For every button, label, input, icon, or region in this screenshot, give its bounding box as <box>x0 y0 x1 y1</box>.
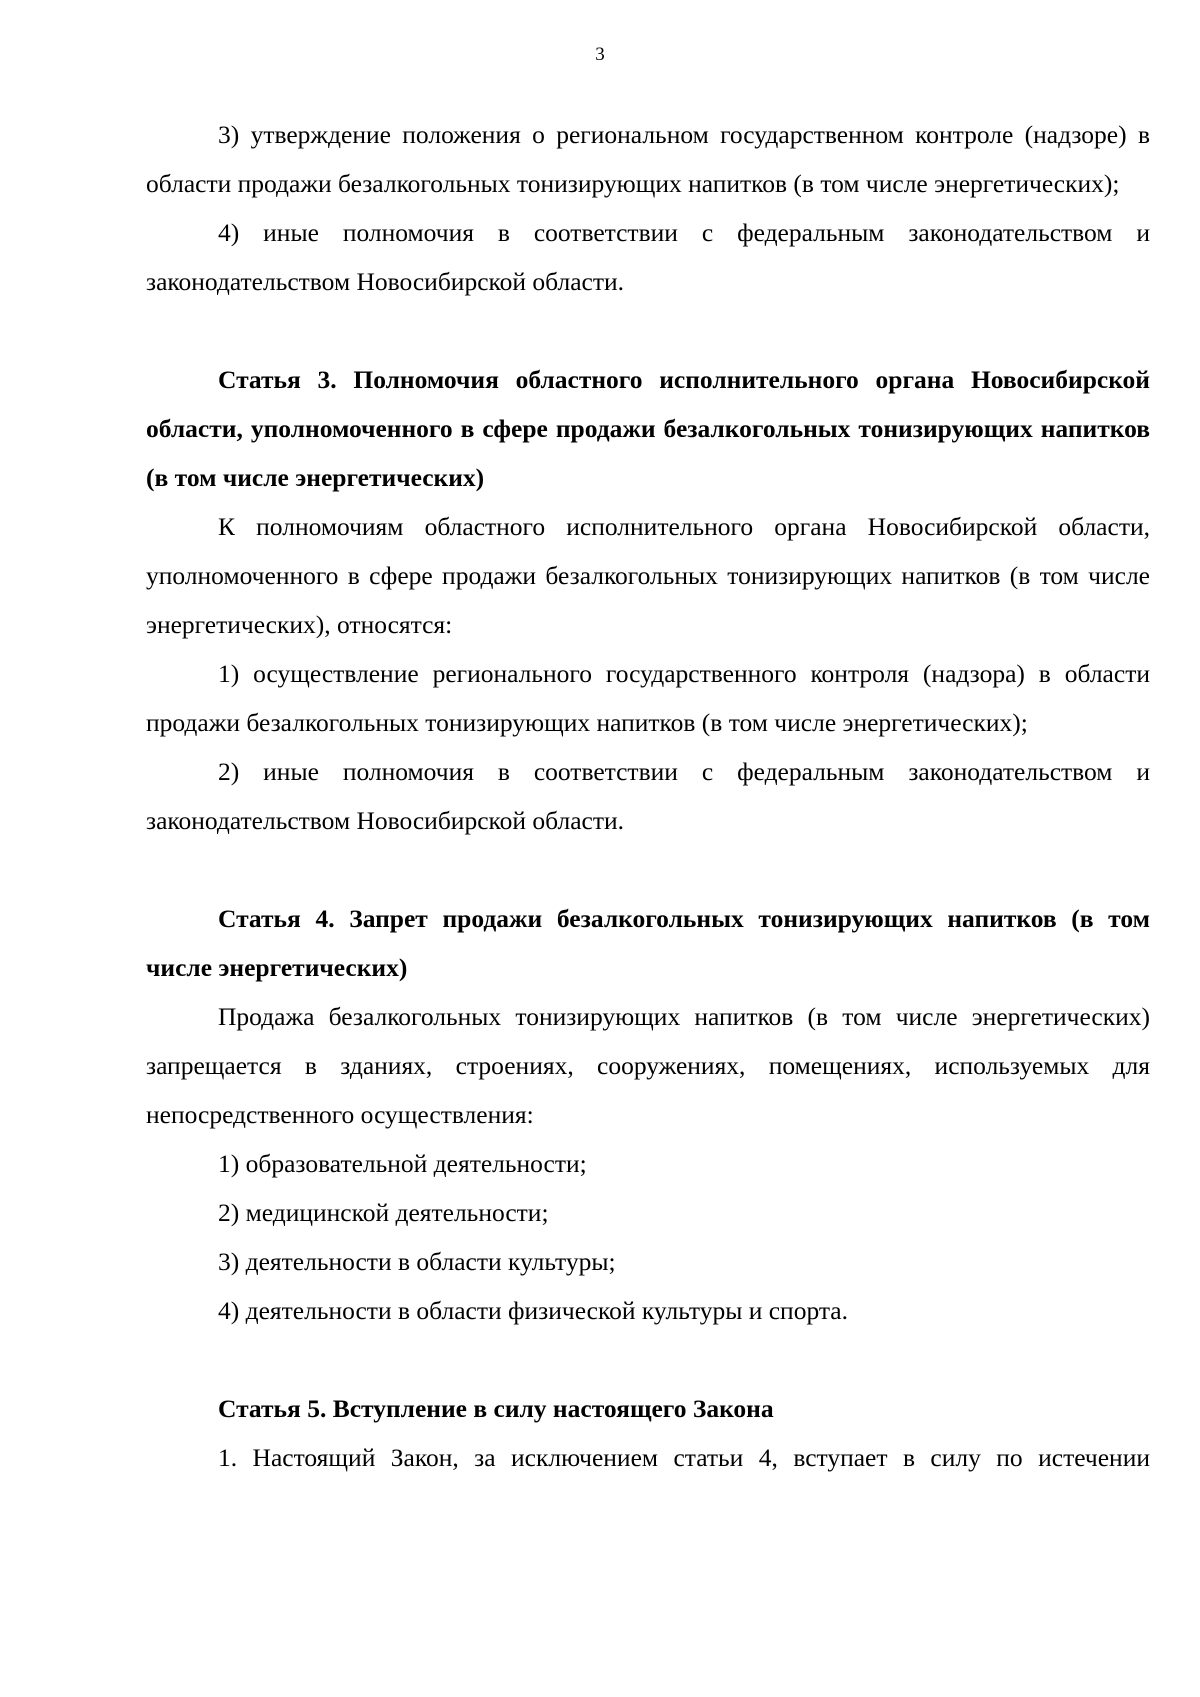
article3-item1: 1) осуществление регионального государственного контроля (надзора) в области продажи безалкогольных тонизирующих напитков (в том числе энергетических); <box>146 659 1150 737</box>
document-body <box>146 110 1150 1482</box>
article4-heading: Статья 4. Запрет продажи безалкогольных тонизирующих напитков (в том числе энергетических) <box>146 904 1150 982</box>
article3-heading: Статья 3. Полномочия областного исполнительного органа Новосибирской области, уполномоченного в сфере продажи безалкогольных тонизирующих напитков (в том числе энергетических) <box>146 365 1150 492</box>
article5-heading: Статья 5. Вступление в силу настоящего Закона <box>218 1394 774 1423</box>
article4-intro: Продажа безалкогольных тонизирующих напитков (в том числе энергетических) запрещается в зданиях, строениях, сооружениях, помещениях, используемых для непосредственного осуществления: <box>146 1002 1150 1129</box>
article2-item3: 3) утверждение положения о региональном государственном контроле (надзоре) в области продажи безалкогольных тонизирующих напитков (в том числе энергетических); <box>146 120 1150 198</box>
article2-item4: 4) иные полномочия в соответствии с федеральным законодательством и законодательством Новосибирской области. <box>146 218 1150 296</box>
article4-item-4: 4) деятельности в области физической культуры и спорта. <box>218 1296 849 1325</box>
article4-item-1: 1) образовательной деятельности; <box>218 1149 587 1178</box>
article3-intro: К полномочиям областного исполнительного органа Новосибирской области, уполномоченного в сфере продажи безалкогольных тонизирующих напитков (в том числе энергетических), относятся: <box>146 512 1150 639</box>
article4-item-2: 2) медицинской деятельности; <box>218 1198 549 1227</box>
page-number: 3 <box>595 44 605 65</box>
article3-item2: 2) иные полномочия в соответствии с федеральным законодательством и законодательством Новосибирской области. <box>146 757 1150 835</box>
article5-para1: 1. Настоящий Закон, за исключением статьи 4, вступает в силу по истечении <box>218 1443 1150 1472</box>
article4-item-3: 3) деятельности в области культуры; <box>218 1247 616 1276</box>
